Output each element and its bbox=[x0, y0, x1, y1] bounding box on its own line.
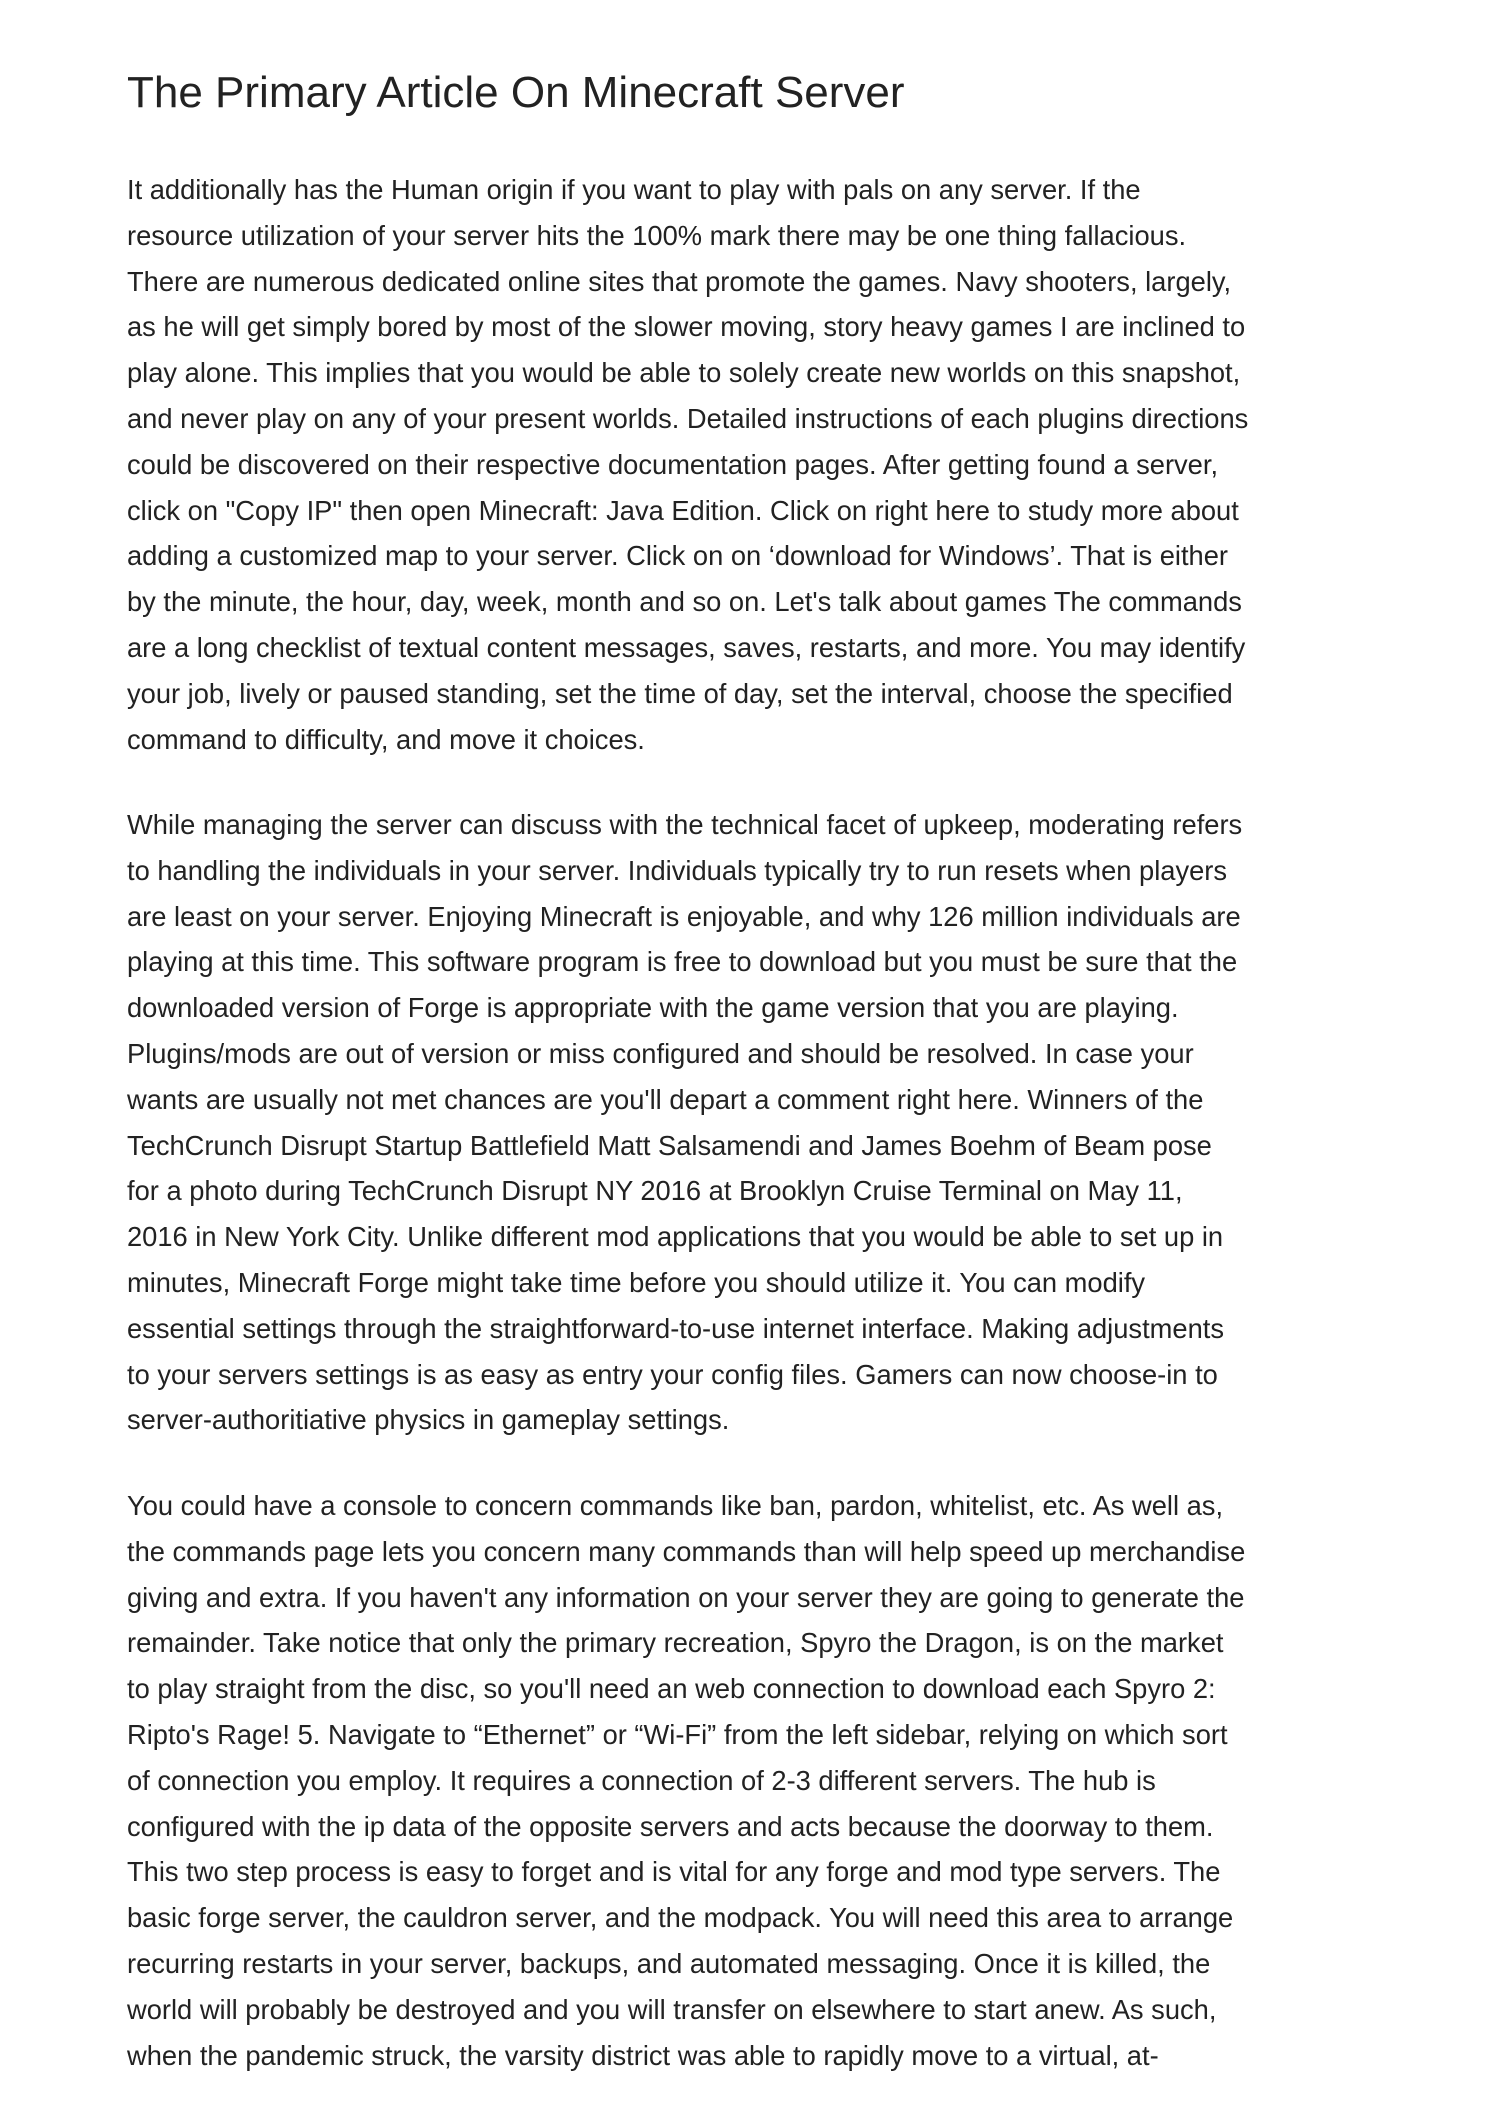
text-line: Plugins/mods are out of version or miss configured and should be resolved. In case your bbox=[127, 1037, 1194, 1069]
text-line: for a photo during TechCrunch Disrupt NY 2016 at Brooklyn Cruise Terminal on May 11, bbox=[127, 1175, 1183, 1207]
text-line: world will probably be destroyed and you will transfer on elsewhere to start anew. As such, bbox=[127, 1993, 1217, 2025]
text-line: remainder. Take notice that only the primary recreation, Spyro the Dragon, is on the market bbox=[127, 1627, 1224, 1659]
text-line: TechCrunch Disrupt Startup Battlefield Matt Salsamendi and James Boehm of Beam pose bbox=[127, 1129, 1212, 1161]
text-line: basic forge server, the cauldron server, and the modpack. You will need this area to arrange bbox=[127, 1902, 1234, 1934]
text-line: You could have a console to concern commands like ban, pardon, whitelist, etc. As well as, bbox=[127, 1490, 1224, 1521]
text-line: resource utilization of your server hits the 100% mark there may be one thing fallacious. bbox=[127, 219, 1187, 251]
text-line: It additionally has the Human origin if you want to play with pals on any server. If the bbox=[127, 174, 1141, 205]
text-line: command to difficulty, and move it choices. bbox=[127, 723, 645, 755]
paragraph bbox=[127, 167, 1248, 762]
text-line: are least on your server. Enjoying Minecraft is enjoyable, and why 126 million individuals are bbox=[127, 900, 1241, 932]
text-line: when the pandemic struck, the varsity district was able to rapidly move to a virtual, at- bbox=[127, 2039, 1159, 2071]
text-line: playing at this time. This software program is free to download but you must be sure that the bbox=[127, 946, 1238, 978]
paragraph bbox=[127, 1483, 1245, 2078]
text-line: of connection you employ. It requires a connection of 2-3 different servers. The hub is bbox=[127, 1764, 1156, 1796]
text-line: could be discovered on their respective documentation pages. After getting found a server, bbox=[127, 448, 1219, 480]
text-line: your job, lively or paused standing, set the time of day, set the interval, choose the specified bbox=[127, 677, 1233, 709]
text-line: to handling the individuals in your server. Individuals typically try to run resets when players bbox=[127, 854, 1228, 886]
text-line: minutes, Minecraft Forge might take time before you should utilize it. You can modify bbox=[127, 1266, 1146, 1298]
text-line: configured with the ip data of the opposite servers and acts because the doorway to them. bbox=[127, 1810, 1214, 1842]
text-line: While managing the server can discuss with the technical facet of upkeep, moderating refers bbox=[127, 809, 1243, 840]
text-line: essential settings through the straightforward-to-use internet interface. Making adjustments bbox=[127, 1312, 1224, 1344]
text-line: are a long checklist of textual content messages, saves, restarts, and more. You may identify bbox=[127, 631, 1246, 663]
text-line: as he will get simply bored by most of the slower moving, story heavy games I are inclined to bbox=[127, 311, 1246, 343]
text-line: downloaded version of Forge is appropriate with the game version that you are playing. bbox=[127, 992, 1179, 1024]
text-line: by the minute, the hour, day, week, month and so on. Let's talk about games The commands bbox=[127, 586, 1242, 618]
text-line: server-authoritiative physics in gameplay settings. bbox=[127, 1404, 730, 1436]
text-line: This two step process is easy to forget and is vital for any forge and mod type servers. The bbox=[127, 1856, 1221, 1888]
text-line: play alone. This implies that you would be able to solely create new worlds on this snapshot, bbox=[127, 357, 1241, 389]
text-line: to your servers settings is as easy as entry your config files. Gamers can now choose-in to bbox=[127, 1358, 1218, 1390]
page-title: The Primary Article On Minecraft Server bbox=[127, 68, 905, 117]
paragraph bbox=[127, 802, 1242, 1443]
text-line: the commands page lets you concern many commands than will help speed up merchandise bbox=[127, 1535, 1246, 1567]
text-line: and never play on any of your present worlds. Detailed instructions of each plugins directions bbox=[127, 402, 1249, 434]
text-line: wants are usually not met chances are you'll depart a comment right here. Winners of the bbox=[127, 1083, 1204, 1115]
text-line: giving and extra. If you haven't any information on your server they are going to generate the bbox=[127, 1581, 1245, 1613]
text-line: There are numerous dedicated online sites that promote the games. Navy shooters, largely, bbox=[127, 265, 1232, 297]
text-line: 2016 in New York City. Unlike different mod applications that you would be able to set up in bbox=[127, 1221, 1224, 1253]
text-line: click on "Copy IP" then open Minecraft: Java Edition. Click on right here to study more about bbox=[127, 494, 1239, 526]
text-line: Ripto's Rage! 5. Navigate to “Ethernet” or “Wi-Fi” from the left sidebar, relying on which sort bbox=[127, 1718, 1228, 1750]
text-line: adding a customized map to your server. Click on on ‘download for Windows’. That is either bbox=[127, 540, 1229, 572]
text-line: to play straight from the disc, so you'll need an web connection to download each Spyro 2: bbox=[127, 1673, 1216, 1705]
text-line: recurring restarts in your server, backups, and automated messaging. Once it is killed, the bbox=[127, 1947, 1211, 1979]
